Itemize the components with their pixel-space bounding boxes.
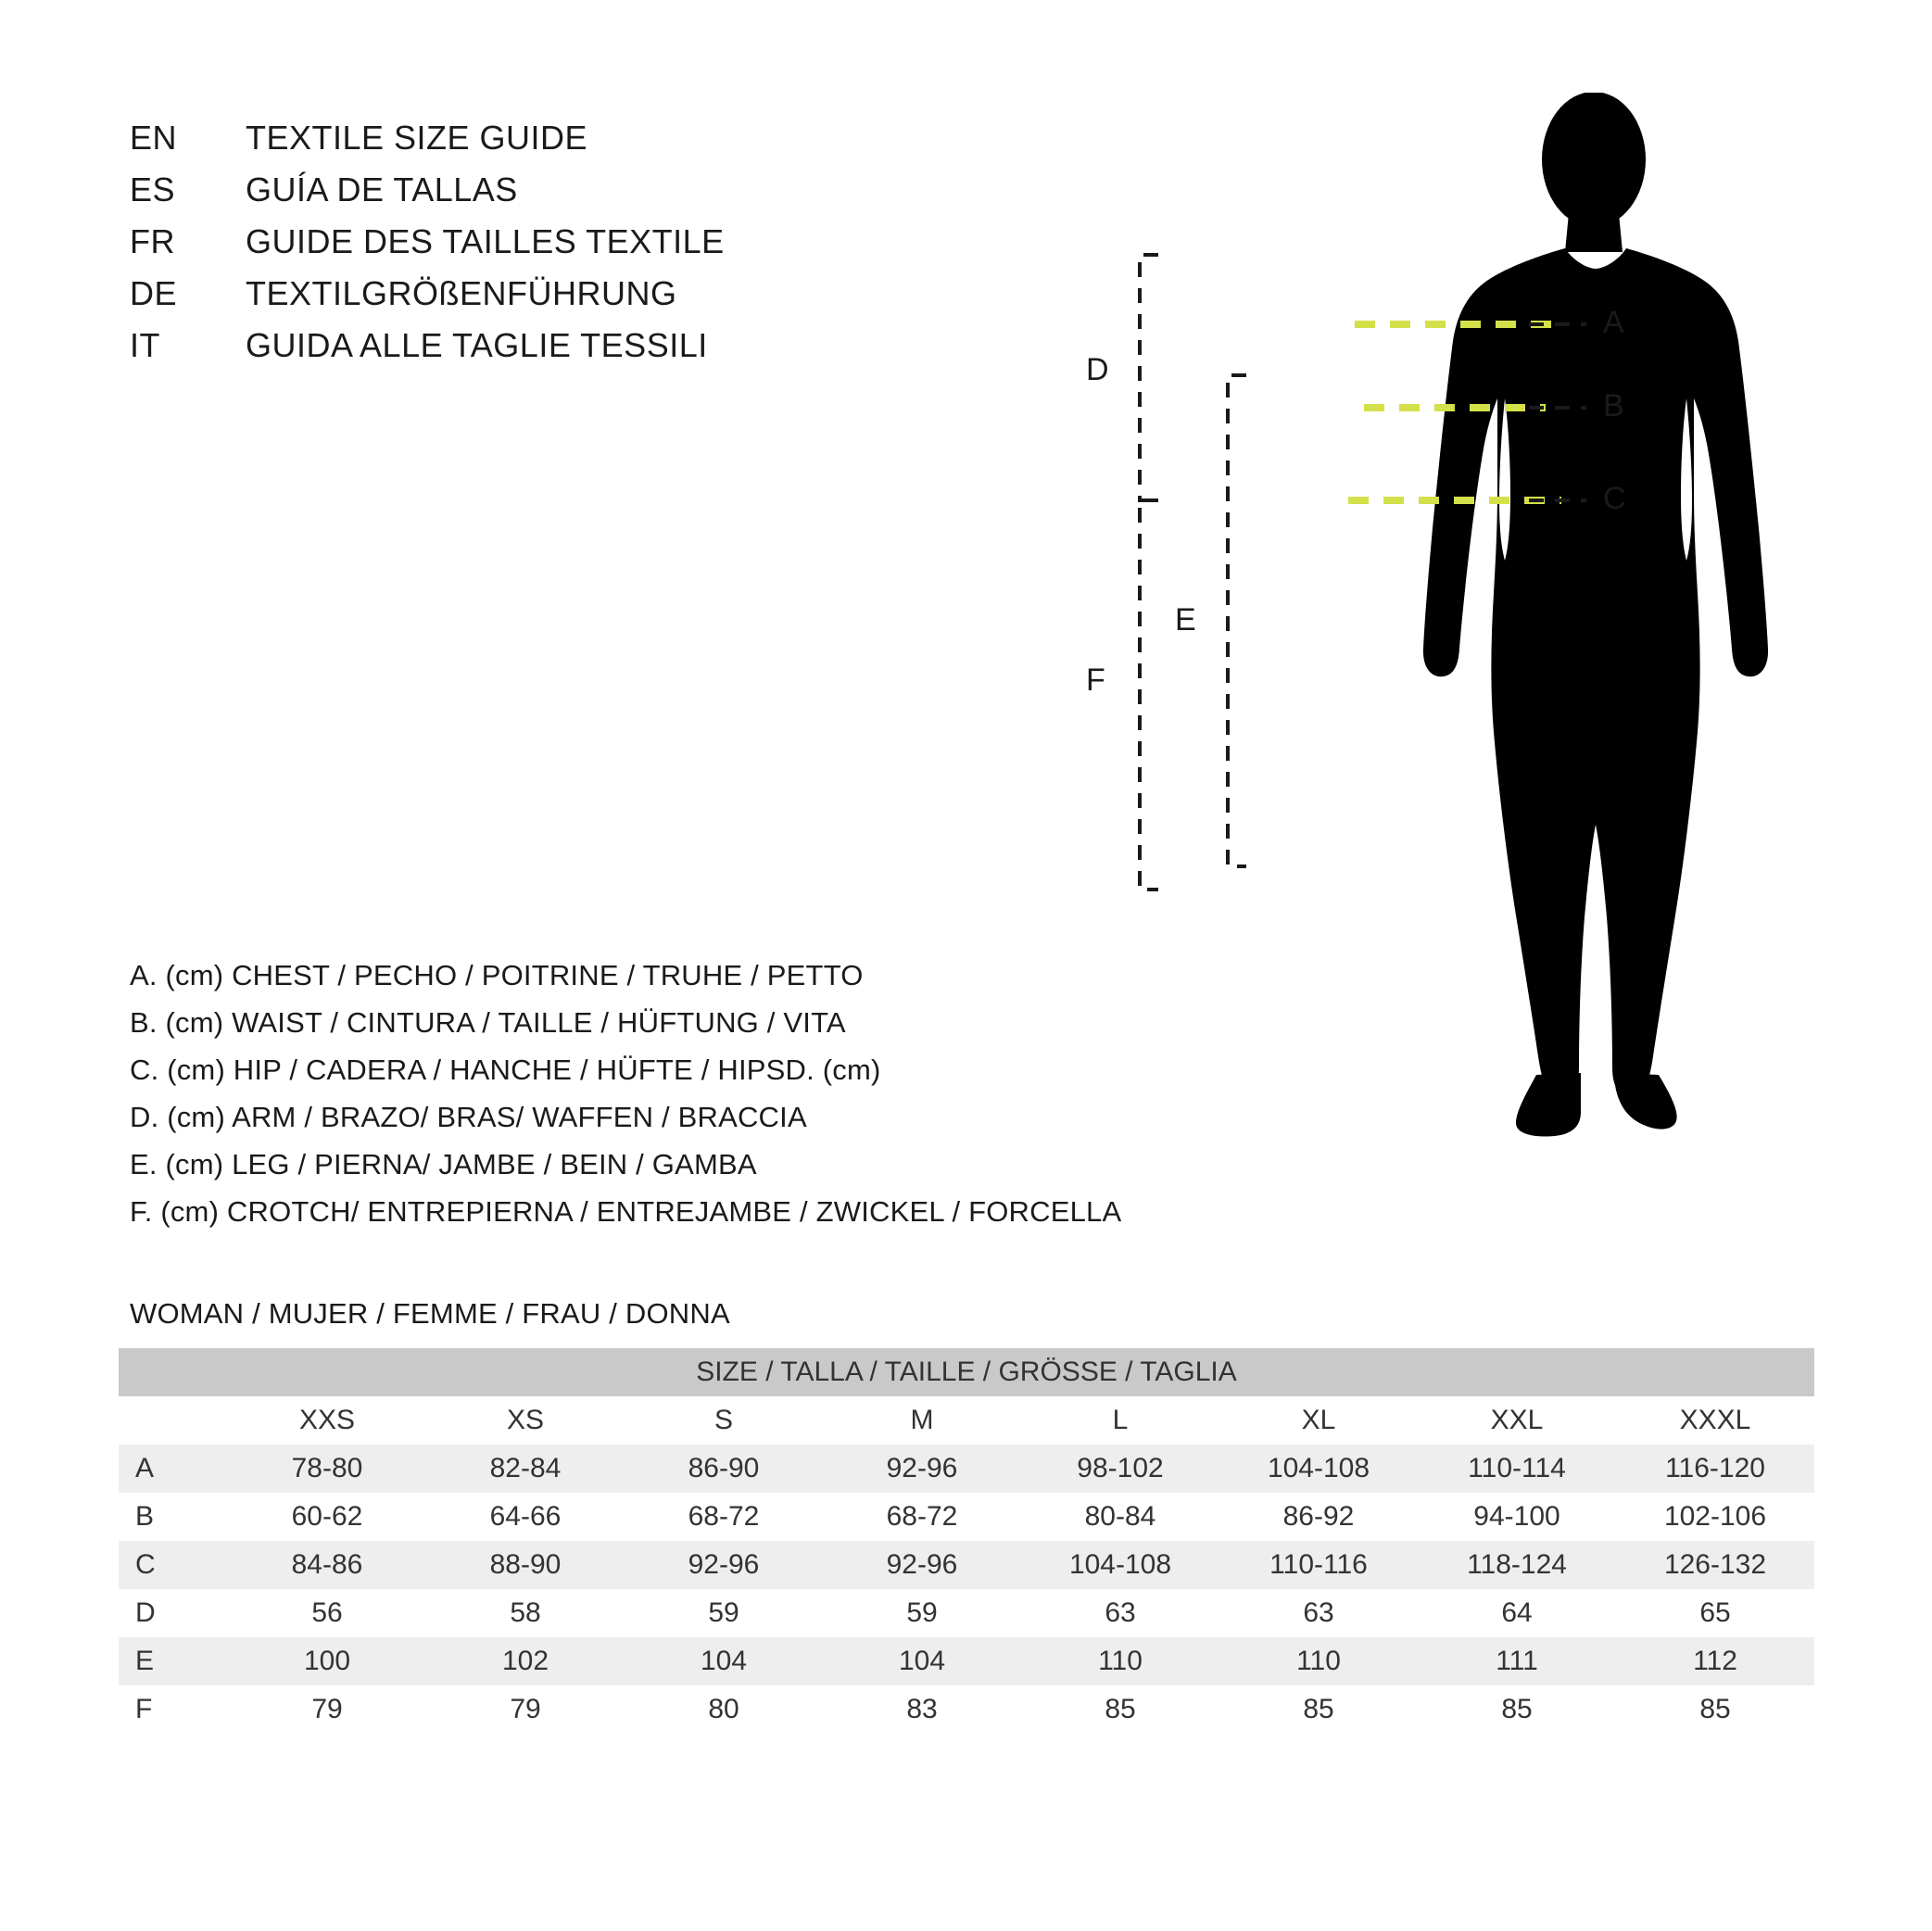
- column-header: XXL: [1418, 1396, 1616, 1445]
- legend-item-e: E. (cm) LEG / PIERNA/ JAMBE / BEIN / GAMBA: [130, 1148, 757, 1180]
- table-cell: 104-108: [1021, 1541, 1219, 1589]
- table-cell: 68-72: [823, 1493, 1021, 1541]
- language-row: [130, 326, 725, 378]
- table-cell: 84-86: [228, 1541, 426, 1589]
- table-cell: 85: [1021, 1685, 1219, 1734]
- table-cell: 85: [1418, 1685, 1616, 1734]
- language-title: GUIDE DES TAILLES TEXTILE: [246, 222, 725, 260]
- label-f: F: [1086, 663, 1105, 698]
- column-header: XXXL: [1616, 1396, 1814, 1445]
- table-cell: 58: [426, 1589, 625, 1637]
- header-corner: [119, 1396, 228, 1445]
- language-row: [130, 170, 725, 222]
- table-title: SIZE / TALLA / TAILLE / GRÖSSE / TAGLIA: [119, 1348, 1814, 1396]
- table-cell: 110-116: [1219, 1541, 1418, 1589]
- row-key: E: [119, 1637, 228, 1685]
- table-cell: 82-84: [426, 1445, 625, 1493]
- table-cell: 79: [426, 1685, 625, 1734]
- language-title-block: [130, 119, 725, 378]
- language-title: TEXTILE SIZE GUIDE: [246, 119, 588, 157]
- table-cell: 102: [426, 1637, 625, 1685]
- column-header: L: [1021, 1396, 1219, 1445]
- legend-item-c: C. (cm) HIP / CADERA / HANCHE / HÜFTE / HIPSD. (cm): [130, 1054, 881, 1086]
- table-cell: 94-100: [1418, 1493, 1616, 1541]
- table-cell: 59: [823, 1589, 1021, 1637]
- label-e: E: [1175, 602, 1196, 637]
- table-cell: 110: [1219, 1637, 1418, 1685]
- table-cell: 83: [823, 1685, 1021, 1734]
- label-d: D: [1086, 352, 1109, 387]
- label-b: B: [1603, 388, 1624, 423]
- legend-item-d: D. (cm) ARM / BRAZO/ BRAS/ WAFFEN / BRACCIA: [130, 1101, 807, 1133]
- table-cell: 65: [1616, 1589, 1814, 1637]
- table-cell: 80: [625, 1685, 823, 1734]
- table-row: [119, 1589, 1814, 1637]
- table-cell: 92-96: [823, 1445, 1021, 1493]
- table-cell: 100: [228, 1637, 426, 1685]
- table-row: [119, 1685, 1814, 1734]
- table-cell: 118-124: [1418, 1541, 1616, 1589]
- table-cell: 92-96: [823, 1541, 1021, 1589]
- table-cell: 112: [1616, 1637, 1814, 1685]
- column-header: XS: [426, 1396, 625, 1445]
- table-cell: 110: [1021, 1637, 1219, 1685]
- table-cell: 85: [1616, 1685, 1814, 1734]
- row-key: F: [119, 1685, 228, 1734]
- language-title: TEXTILGRÖßENFÜHRUNG: [246, 274, 677, 312]
- column-header: XL: [1219, 1396, 1418, 1445]
- legend-item-f: F. (cm) CROTCH/ ENTREPIERNA / ENTREJAMBE / ZWICKEL / FORCELLA: [130, 1195, 1122, 1228]
- label-a: A: [1603, 305, 1624, 340]
- language-code: IT: [130, 326, 160, 364]
- table-cell: 60-62: [228, 1493, 426, 1541]
- legend-item-b: B. (cm) WAIST / CINTURA / TAILLE / HÜFTUNG / VITA: [130, 1006, 846, 1039]
- language-code: FR: [130, 222, 175, 260]
- table-cell: 126-132: [1616, 1541, 1814, 1589]
- measurement-guides: [1130, 74, 1872, 1167]
- label-c: C: [1603, 481, 1626, 516]
- table-cell: 104: [625, 1637, 823, 1685]
- language-title: GUÍA DE TALLAS: [246, 170, 518, 208]
- table-cell: 86-92: [1219, 1493, 1418, 1541]
- size-table: [119, 1348, 1814, 1734]
- column-header: S: [625, 1396, 823, 1445]
- measurement-legend: [130, 959, 1121, 1243]
- table-cell: 64: [1418, 1589, 1616, 1637]
- row-key: D: [119, 1589, 228, 1637]
- language-code: ES: [130, 170, 176, 208]
- table-cell: 63: [1219, 1589, 1418, 1637]
- language-code: DE: [130, 274, 178, 312]
- table-row: [119, 1637, 1814, 1685]
- language-row: [130, 119, 725, 170]
- table-header-row: [119, 1396, 1814, 1445]
- table-title-row: [119, 1348, 1814, 1396]
- table-cell: 88-90: [426, 1541, 625, 1589]
- language-code: EN: [130, 119, 178, 157]
- table-cell: 56: [228, 1589, 426, 1637]
- table-cell: 86-90: [625, 1445, 823, 1493]
- row-key: A: [119, 1445, 228, 1493]
- table-row: [119, 1445, 1814, 1493]
- legend-item-a: A. (cm) CHEST / PECHO / POITRINE / TRUHE / PETTO: [130, 959, 864, 991]
- column-header: M: [823, 1396, 1021, 1445]
- table-cell: 104: [823, 1637, 1021, 1685]
- table-cell: 68-72: [625, 1493, 823, 1541]
- table-cell: 98-102: [1021, 1445, 1219, 1493]
- table-cell: 64-66: [426, 1493, 625, 1541]
- body-measurement-diagram: [1086, 74, 1872, 1186]
- table-cell: 102-106: [1616, 1493, 1814, 1541]
- table-row: [119, 1541, 1814, 1589]
- table-cell: 92-96: [625, 1541, 823, 1589]
- table-cell: 63: [1021, 1589, 1219, 1637]
- table-cell: 79: [228, 1685, 426, 1734]
- table-cell: 80-84: [1021, 1493, 1219, 1541]
- table-cell: 104-108: [1219, 1445, 1418, 1493]
- table-cell: 110-114: [1418, 1445, 1616, 1493]
- column-header: XXS: [228, 1396, 426, 1445]
- row-key: B: [119, 1493, 228, 1541]
- language-row: [130, 222, 725, 274]
- table-cell: 116-120: [1616, 1445, 1814, 1493]
- row-key: C: [119, 1541, 228, 1589]
- table-cell: 78-80: [228, 1445, 426, 1493]
- table-cell: 111: [1418, 1637, 1616, 1685]
- language-row: [130, 274, 725, 326]
- table-cell: 59: [625, 1589, 823, 1637]
- group-label: WOMAN / MUJER / FEMME / FRAU / DONNA: [130, 1297, 730, 1330]
- size-table-wrapper: [119, 1348, 1814, 1734]
- language-title: GUIDA ALLE TAGLIE TESSILI: [246, 326, 708, 364]
- table-cell: 85: [1219, 1685, 1418, 1734]
- table-row: [119, 1493, 1814, 1541]
